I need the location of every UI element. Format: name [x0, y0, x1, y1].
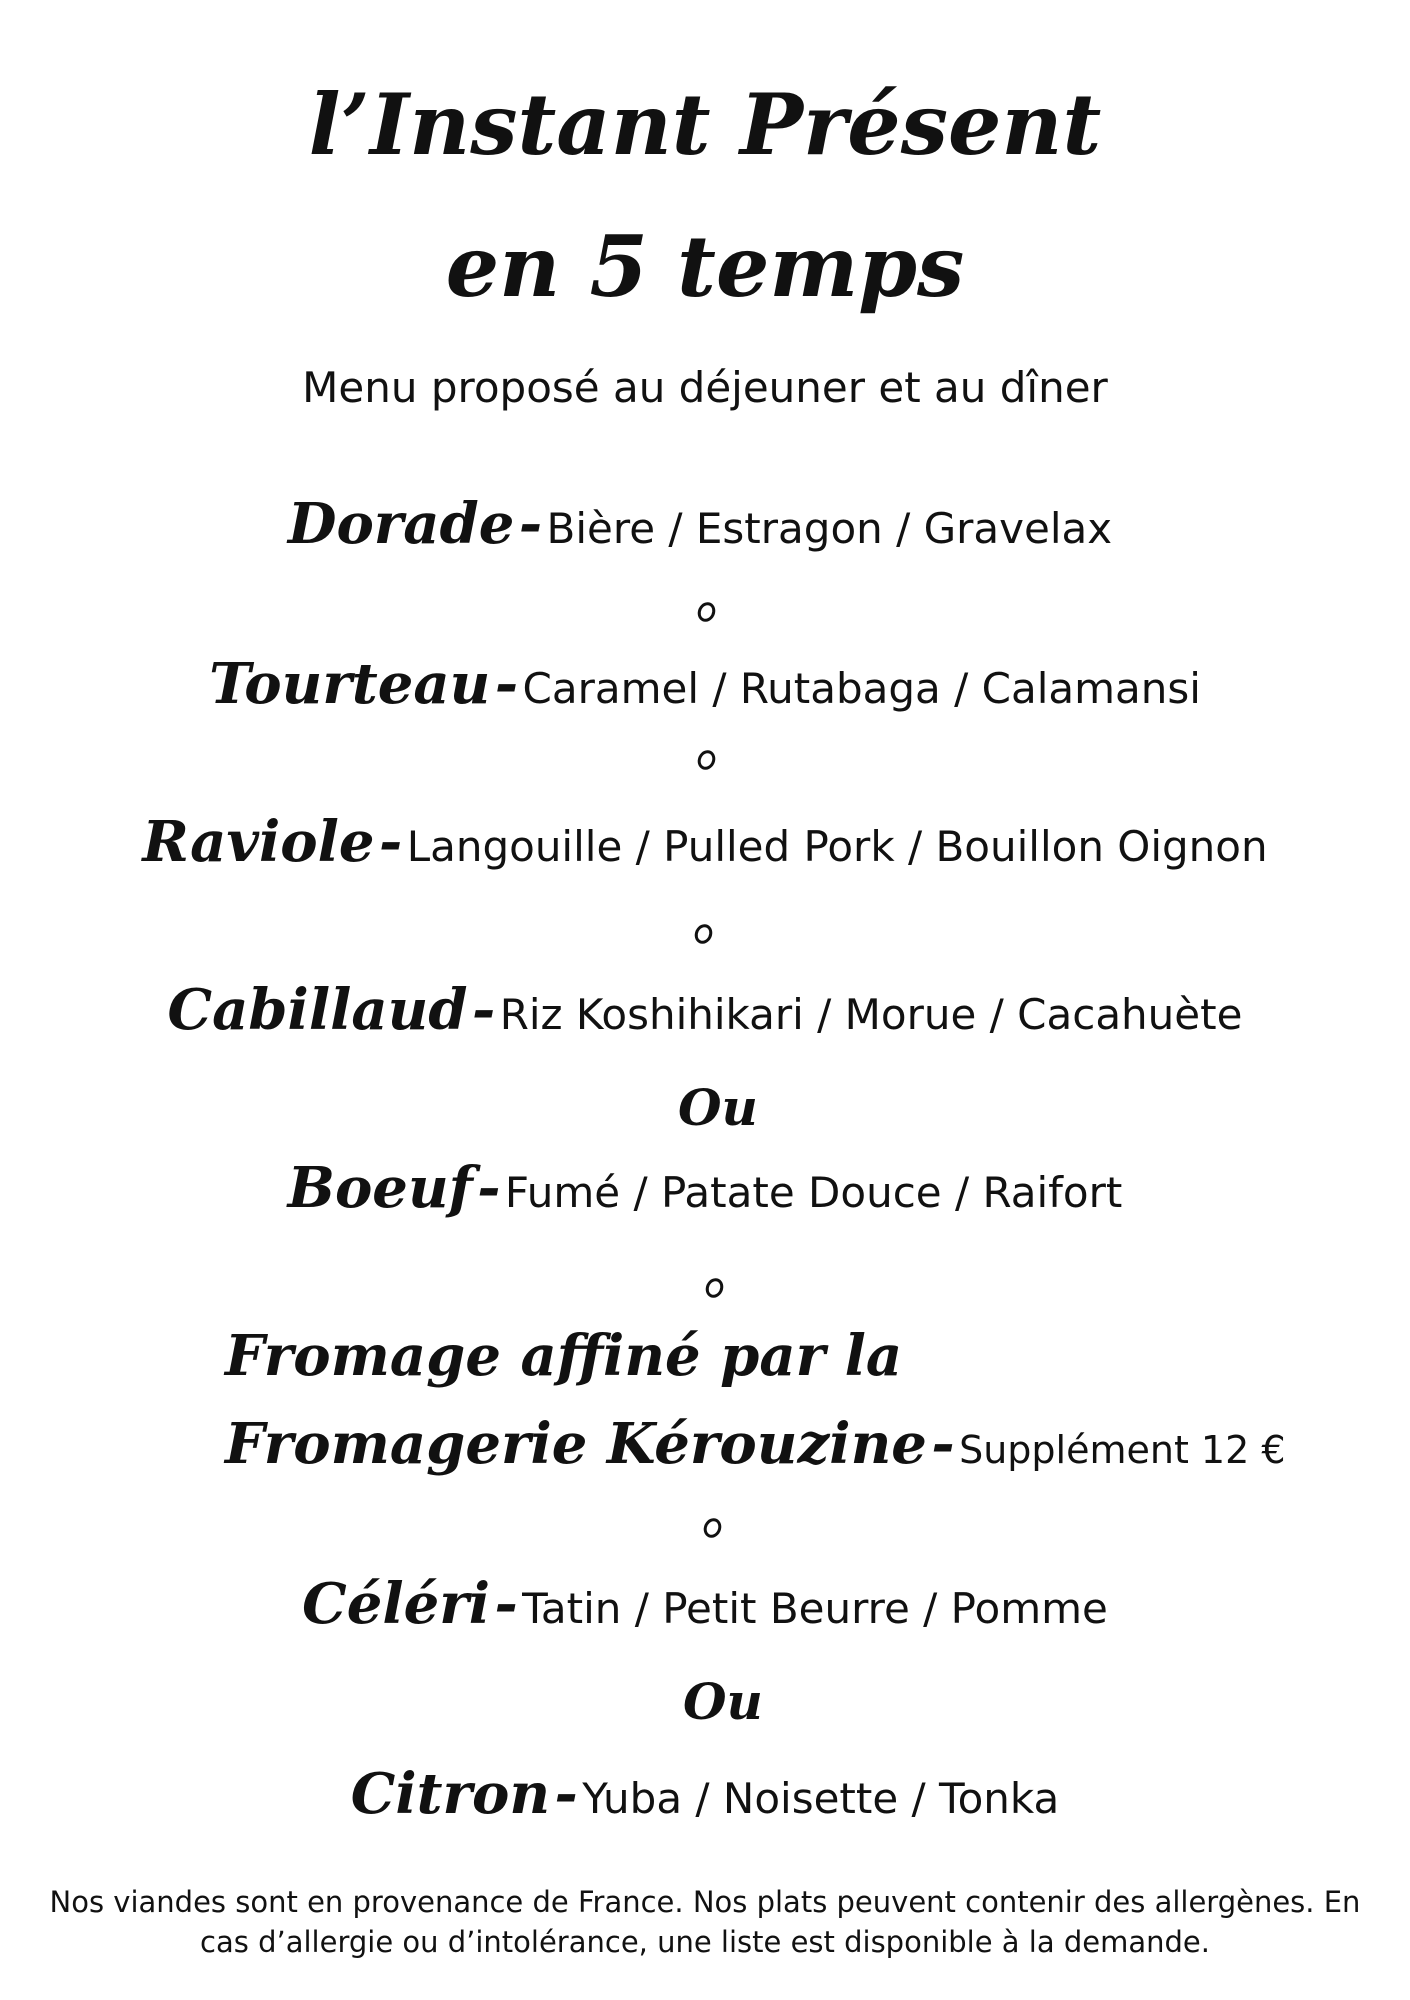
dish-separator: -: [554, 1761, 578, 1827]
menu-subtitle: Menu proposé au déjeuner et au dîner: [302, 363, 1108, 412]
course-row-celeri: [0, 1568, 1410, 1645]
course-divider-dot: [695, 599, 719, 624]
cheese-row: [225, 1408, 1286, 1480]
menu-title-line2: en 5 temps: [445, 217, 965, 316]
dish-name: Boeuf: [287, 1155, 473, 1221]
menu-title-line1: l’Instant Présent: [308, 75, 1102, 174]
or-label: Ou: [678, 1078, 758, 1137]
dish-name: Citron: [350, 1761, 551, 1827]
dish-separator: -: [931, 1411, 955, 1477]
course-row-raviole: [0, 806, 1410, 883]
dish-name: Tourteau: [209, 651, 491, 717]
dish-description: Yuba / Noisette / Tonka: [582, 1774, 1060, 1823]
dish-name: Dorade: [287, 491, 515, 557]
cheese-title-line1: Fromage affiné par la: [225, 1323, 903, 1389]
course-row-boeuf: [0, 1152, 1410, 1229]
course-row-dorade: [0, 488, 1410, 565]
dish-description: Bière / Estragon / Gravelax: [546, 504, 1113, 553]
dish-description: Langouille / Pulled Pork / Bouillon Oignon: [406, 822, 1268, 871]
cheese-supplement: Supplément 12 €: [959, 1428, 1286, 1472]
course-divider-dot: [692, 921, 716, 946]
course-divider-dot: [703, 1275, 727, 1300]
course-divider-dot: [701, 1515, 725, 1540]
dish-description: Riz Koshihikari / Morue / Cacahuète: [499, 990, 1243, 1039]
dish-separator: -: [379, 809, 403, 875]
dish-name: Céléri: [302, 1571, 491, 1637]
cheese-title-line2: Fromagerie Kérouzine: [225, 1411, 927, 1477]
course-row-citron: [0, 1758, 1410, 1835]
course-row-cabillaud: [0, 974, 1410, 1051]
dish-name: Raviole: [142, 809, 375, 875]
dish-description: Tatin / Petit Beurre / Pomme: [522, 1584, 1108, 1633]
allergen-footer-note: Nos viandes sont en provenance de France. Nos plats peuvent contenir des allergènes. En cas d’allergie ou d’intolérance, une liste est disponible à la demande.: [49, 1885, 1361, 1959]
dish-separator: -: [518, 491, 543, 557]
course-row-tourteau: [0, 648, 1410, 725]
dish-name: Cabillaud: [167, 977, 468, 1043]
dish-description: Fumé / Patate Douce / Raifort: [504, 1168, 1123, 1217]
dish-separator: -: [494, 651, 519, 717]
or-label: Ou: [683, 1672, 763, 1731]
dish-separator: -: [477, 1155, 501, 1221]
course-divider-dot: [695, 747, 719, 772]
dish-description: Caramel / Rutabaga / Calamansi: [522, 664, 1201, 713]
dish-separator: -: [494, 1571, 518, 1637]
dish-separator: -: [471, 977, 496, 1043]
